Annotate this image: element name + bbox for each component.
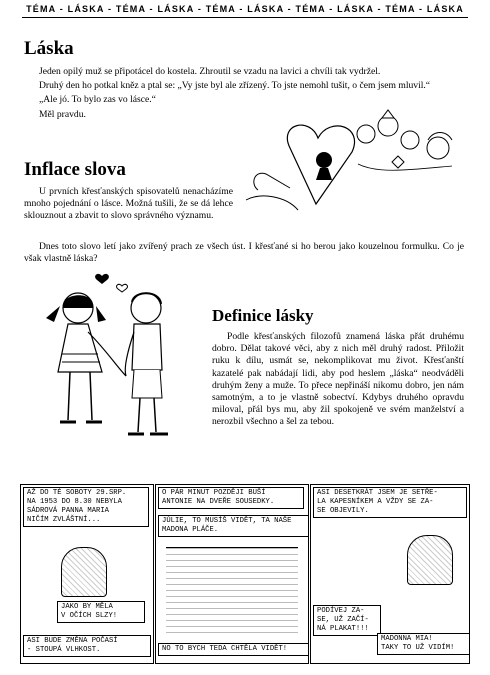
section-title-definice: Definice lásky: [212, 306, 314, 325]
paragraph: „Ale jó. To bylo zas vo lásce.“: [39, 94, 156, 106]
paragraph: Druhý den ho potkal kněz a ptal se: „Vy jste byl ale zřízený. To jste nemohl tušit, o čem jsem mluvil.“: [39, 80, 431, 92]
section-title-inflace: Inflace slova: [24, 159, 126, 180]
paragraph: Měl pravdu.: [39, 108, 86, 120]
section-title-laska: Láska: [24, 38, 74, 59]
speech-bubble: PODÍVEJ ZA- SE, UŽ ZAČÍ- NÁ PLAKAT!!!: [313, 605, 381, 636]
speech-bubble: NO TO BYCH TEDA CHTĚLA VIDĚT!: [158, 643, 309, 656]
speech-bubble: MADONNA MIA! TAKY TO UŽ VIDÍM!: [377, 633, 470, 655]
building-facade: [166, 547, 298, 638]
madonna-statue: [407, 535, 453, 585]
comic-panel-1: [20, 484, 154, 664]
paragraph: Jeden opilý muž se připotácel do kostela. Zhroutil se vzadu na lavici a chvíli tak vydržel.: [39, 66, 381, 77]
paragraph: U prvních křesťanských spisovatelů nenacházíme mnoho pojednání o lásce. Možná tušili, že se dá lehce sklouznout a zbavit to slovo správného významu.: [24, 186, 233, 222]
paragraph: Dnes toto slovo letí jako zvířený prach ze všech úst. I křesťané si ho berou jako kouzelnou formulku. Co je však vlastně láska?: [24, 241, 464, 265]
comic-panel-3: [310, 484, 470, 664]
heart-illustration: [238, 104, 466, 228]
paragraph: Podle křesťanských filozofů znamená láska přát druhému dobro. Dělat takové věci, aby z nich měl druhý radost. Přiložit ruku k dílu, usmát se, nekomplikovat mu život. Křesťanští kazatelé pak nabádají lidi, aby pod heslem „láska“ neodváděli druhým ženy a muže. To přece nepřináší nikomu dobro, jen nám samotným, a to je vlastně sobectví. Kdybys druhého opravdu miloval, přál bys mu, aby žil spokojeně ve svém manželství a nerozbil všechno a šel za tebou.: [212, 331, 464, 428]
caption-box: O PÁR MINUT POZDĚJI BUŠÍ ANTONIE NA DVEŘE SOUSEDKY.: [158, 487, 304, 509]
header-strip: TÉMA - LÁSKA - TÉMA - LÁSKA - TÉMA - LÁSKA - TÉMA - LÁSKA - TÉMA - LÁSKA: [26, 4, 464, 14]
caption-box: ASI DESETKRÁT JSEM JE SETŘE- LA KAPESNÍKEM A VŽDY SE ZA- SE OBJEVILY.: [313, 487, 467, 518]
caption-box: AŽ DO TÉ SOBOTY 29.SRP. NA 1953 DO 8.30 NEBYLA SÁDROVÁ PANNA MARIA NIČÍM ZVLÁŠTNÍ...: [23, 487, 149, 527]
speech-bubble: ASI BUDE ZMĚNA POČASÍ - STOUPÁ VLHKOST.: [23, 635, 151, 657]
madonna-statue: [61, 547, 107, 597]
children-illustration: [22, 272, 202, 442]
speech-bubble: JAKO BY MĚLA V OČÍCH SLZY!: [57, 601, 145, 623]
speech-bubble: JÚLIE, TO MUSÍŠ VIDĚT, TA NAŠE MADONA PLÁČE.: [158, 515, 309, 537]
comic-panel-2: [155, 484, 309, 664]
header-divider: [22, 17, 468, 18]
